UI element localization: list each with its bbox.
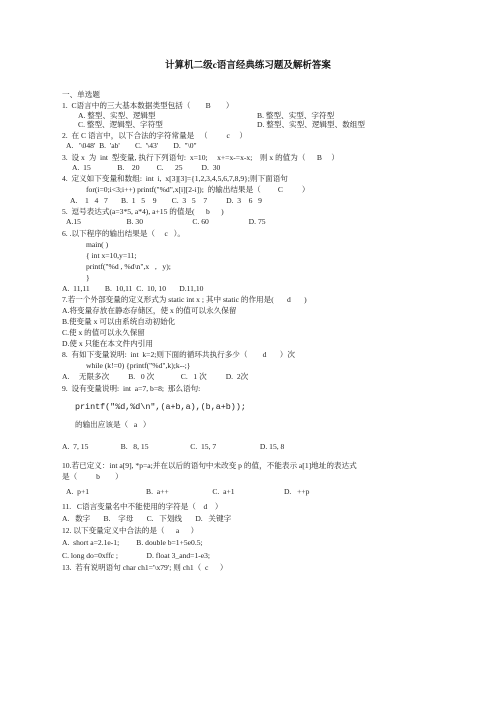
question-6-code-line: main( ) (86, 240, 109, 249)
question-7-option-d: D.使 x 只能在本文件内引用 (62, 339, 153, 348)
question-12: 12. 以下变量定义中合法的是（ a ） (62, 526, 199, 535)
question-7-option-b: B.使变量 x 可以由系统自动初始化 (62, 317, 176, 326)
question-7-option-a: A.将变量存放在静态存储区，使 x 的值可以永久保留 (62, 306, 237, 315)
question-11: 11. C语言变量名中不能使用的字符是（ d ） (62, 502, 223, 511)
document-title: 计算机二级c语言经典练习题及解析答案 (165, 61, 331, 71)
question-10: 10.若已定义：int a[9], *p=a;并在以后的语句中未改变 p 的值，不能表示 a[1]地址的表达式 (62, 461, 357, 470)
question-8-options: A. 无限多次 B. 0 次 C. 1 次 D. 2次 (62, 372, 249, 381)
question-6-code-line: } (86, 273, 90, 282)
question-9-code: printf("%d,%d\n",(a+b,a),(b,a+b)); (75, 402, 246, 412)
question-7: 7.若一个外部变量的定义形式为 static int x ; 其中 static 的作用是( d ) (62, 295, 307, 304)
question-8-code: while (k!=0) {printf("%d",k);k--;} (86, 361, 191, 370)
question-4: 4. 定义如下变量和数组: int i, x[3][3]={1,2,3,4,5,6,7,8,9};则下面语句 (62, 174, 288, 183)
question-1-option-b: B. 整型、实型、字符型 (257, 111, 335, 120)
question-4-code: for(i=0;i<3;i++) printf("%d",x[i][2-i]); 的输出结果是（ C ） (86, 185, 310, 194)
question-5-options: A.15 B. 30 C. 60 D. 75 (66, 217, 266, 226)
question-5: 5. 逗号表达式(a=3*5, a*4), a+15 的值是( b ) (62, 207, 224, 216)
question-1-option-c: C. 整型、逻辑型、字符型 (78, 120, 163, 129)
question-11-options: A. 数字 B. 字母 C. 下划线 D. 关键字 (62, 514, 232, 523)
question-4-options: A. 1 4 7 B. 1 5 9 C. 3 5 7 D. 3 6 9 (70, 196, 262, 205)
question-13: 13. 若有说明语句 char ch1='\x79'; 则 ch1（ c ） (62, 563, 228, 572)
question-2-options: A. '\048' B. 'ab' C. '\43' D. "\0" (66, 141, 197, 150)
question-6-code-line: printf("%d , %d\n",x , y); (86, 262, 171, 271)
question-1-option-d: D. 整型、实型、逻辑型、数组型 (257, 120, 365, 129)
question-10-options: A. p+1 B. a++ C. a+1 D. ++p (66, 487, 310, 496)
question-1-option-a: A. 整型、实型、逻辑型 (78, 111, 156, 120)
question-1: 1. C语言中的三大基本数据类型包括（ B ） (62, 101, 234, 110)
question-12-options-cd: C. long do=0xffc ; D. float 3_and=1-e3; (62, 551, 211, 560)
question-10-continued: 是（ b ） (62, 472, 123, 481)
question-6: 6. .以下程序的输出结果是（ c ）。 (62, 229, 185, 238)
question-9: 9. 设有变量说明: int a=7, b=8; 那么语句: (62, 384, 201, 393)
question-6-options: A. 11,11 B. 10,11 C. 10, 10 D.11,10 (62, 284, 204, 293)
question-3-options: A. 15 B. 20 C. 25 D. 30 (72, 163, 221, 172)
question-9-options: A. 7, 15 B. 8, 15 C. 15, 7 D. 15, 8 (62, 442, 285, 451)
question-6-code-line: { int x=10,y=11; (86, 251, 137, 260)
question-9-prompt: 的输出应该是（ a ） (75, 420, 151, 429)
question-12-options-ab: A. short a=2.1e-1; B. double b=1+5e0.5; (62, 538, 203, 547)
question-8: 8. 有如下变量说明: int k=2;则下面的循环共执行多少（ d ）次 (62, 350, 295, 359)
question-7-option-c: C.使 x 的值可以永久保留 (62, 328, 145, 337)
section-heading: 一、单选题 (62, 90, 100, 99)
question-3: 3. 设 x 为 int 型变量, 执行下列语句: x=10; x+=x-=x-x; 则 x 的值为（ B ） (62, 153, 340, 162)
question-2: 2. 在 C 语言中，以下合法的字符常量是 （ c ） (62, 131, 247, 140)
